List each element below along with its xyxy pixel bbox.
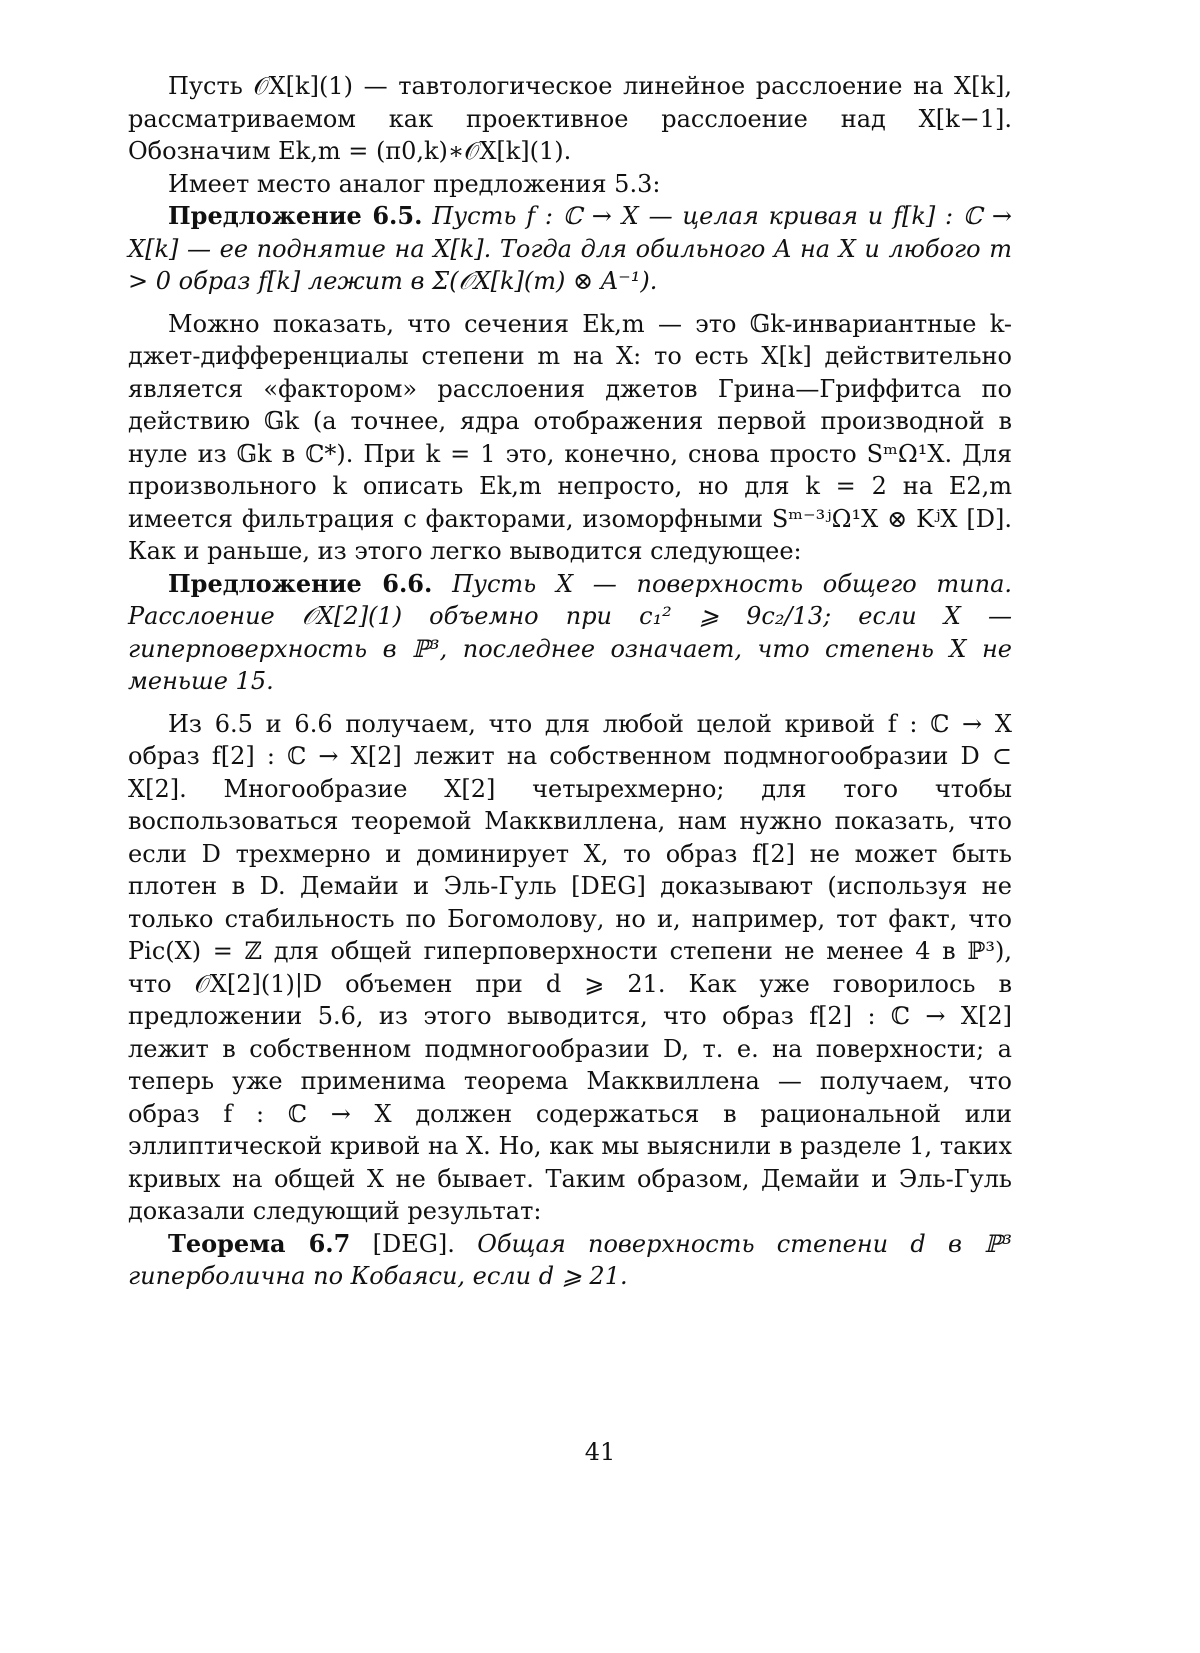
theorem-6-7 <box>128 1228 1012 1293</box>
theorem-6-7-text: Общая поверхность степени d в ℙ³ гиперболична по Кобаяси, если d ⩾ 21. <box>128 1229 1012 1290</box>
page-number: 41 <box>584 1438 616 1466</box>
paragraph-analogue: Имеет место аналог предложения 5.3: <box>168 169 661 198</box>
proposition-6-6-heading: Предложение 6.6. <box>168 568 433 598</box>
proposition-6-5-heading: Предложение 6.5. <box>168 201 423 230</box>
page-body <box>128 70 1012 1293</box>
proposition-6-6 <box>128 568 1012 698</box>
paragraph-tautological-bundle: Пусть 𝒪X[k](1) — тавтологическое линейное расслоение на X[k], рассматриваемом как проективное расслоение над X[k−1]. Обозначим Ek,m = (π0,k)∗𝒪X[k](1). <box>128 72 1012 165</box>
proposition-6-5-text: Пусть f : ℂ → X — целая кривая и f[k] : ℂ → X[k] — ее поднятие на X[k]. Тогда для обильного A на X и любого m > 0 образ f[k] лежит в Σ(𝒪X[k](m) ⊗ A⁻¹). <box>128 202 1013 295</box>
paragraph-mcquillan-argument: Из 6.5 и 6.6 получаем, что для любой целой кривой f : ℂ → X образ f[2] : ℂ → X[2] лежит на собственном подмногообразии D ⊂ X[2]. Многообразие X[2] четырехмерно; для того чтобы воспользоваться теоремой Макквиллена, нам нужно показать, что если D трехмерно и доминирует X, то образ f[2] не может быть плотен в D. Демайи и Эль-Гуль [DEG] доказывают (используя не только стабильность по Богомолову, но и, например, тот факт, что Pic(X) = ℤ для общей гиперповерхности степени не менее 4 в ℙ³), что 𝒪X[2](1)|D объемен при d ⩾ 21. Как уже говорилось в предложении 5.6, из этого выводится, что образ f[2] : ℂ → X[2] лежит в собственном подмногообразии D, т. е. на поверхности; а теперь уже применима теорема Макквиллена — получаем, что образ f : ℂ → X должен содержаться в рациональной или эллиптической кривой на X. Но, как мы выяснили в разделе 1, таких кривых на общей X не бывает. Таким образом, Демайи и Эль-Гуль доказали следующий результат: <box>128 709 1012 1225</box>
paragraph-jet-differentials: Можно показать, что сечения Ek,m — это 𝔾k-инвариантные k-джет-дифференциалы степени m на X: то есть X[k] действительно является «фактором» расслоения джетов Грина—Гриффитса по действию 𝔾k (а точнее, ядра отображения первой производной в нуле из 𝔾k в ℂ*). При k = 1 это, конечно, снова просто SᵐΩ¹X. Для произвольного k описать Ek,m непросто, но для k = 2 на E2,m имеется фильтрация с факторами, изоморфными Sᵐ⁻³ʲΩ¹X ⊗ KʲX [D]. Как и раньше, из этого легко выводится следующее: <box>128 309 1012 565</box>
theorem-6-7-heading: Теорема 6.7 <box>168 1228 351 1258</box>
theorem-6-7-citation: [DEG]. <box>372 1229 455 1258</box>
proposition-6-5 <box>128 200 1012 298</box>
proposition-6-6-text: Пусть X — поверхность общего типа. Расслоение 𝒪X[2](1) объемно при c₁² ⩾ 9c₂/13; если X — гиперповерхность в ℙ³, последнее означает, что степень X не меньше 15. <box>128 569 1013 695</box>
